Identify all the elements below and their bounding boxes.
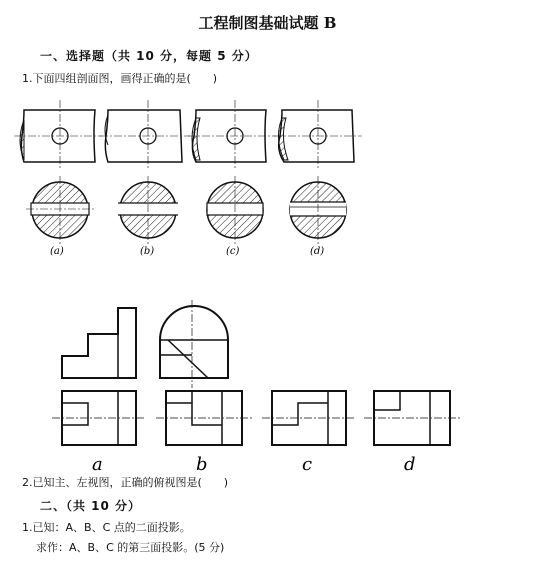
q1-label-c: (c) xyxy=(226,246,240,257)
q1-figure-c xyxy=(188,100,276,244)
section-2-heading: 二、（共 10 分） xyxy=(40,499,142,513)
q2-front-view xyxy=(62,308,136,378)
q1-label-a: (a) xyxy=(50,246,64,257)
section-1-heading: 一、选择题（共 10 分，每题 5 分） xyxy=(40,49,258,63)
page-title: 工程制图基础试题 B xyxy=(198,14,337,32)
q2-top-view-b xyxy=(156,391,252,445)
q2-left-view xyxy=(160,300,228,388)
q1-figure-d xyxy=(274,100,362,244)
question-3-line-1: 1.已知：A、B、C 点的二面投影。 xyxy=(22,521,191,534)
q2-label-a: a xyxy=(92,454,103,475)
q2-label-b: b xyxy=(196,454,208,475)
q1-label-d: (d) xyxy=(310,246,325,257)
q1-figure-a xyxy=(14,100,102,244)
q2-label-c: c xyxy=(302,454,313,475)
q2-top-view-d xyxy=(364,391,460,445)
q2-label-d: d xyxy=(404,454,416,475)
q2-top-view-a xyxy=(52,391,146,445)
q2-top-view-c xyxy=(262,391,356,445)
question-3-line-2: 求作：A、B、C 的第三面投影。(5 分) xyxy=(36,541,225,554)
question-1-text: 1.下面四组剖面图，画得正确的是( ) xyxy=(22,72,218,85)
q1-label-b: (b) xyxy=(140,246,155,257)
question-2-text: 2.已知主、左视图，正确的俯视图是( ) xyxy=(22,476,229,489)
q1-figure-b xyxy=(100,100,190,244)
